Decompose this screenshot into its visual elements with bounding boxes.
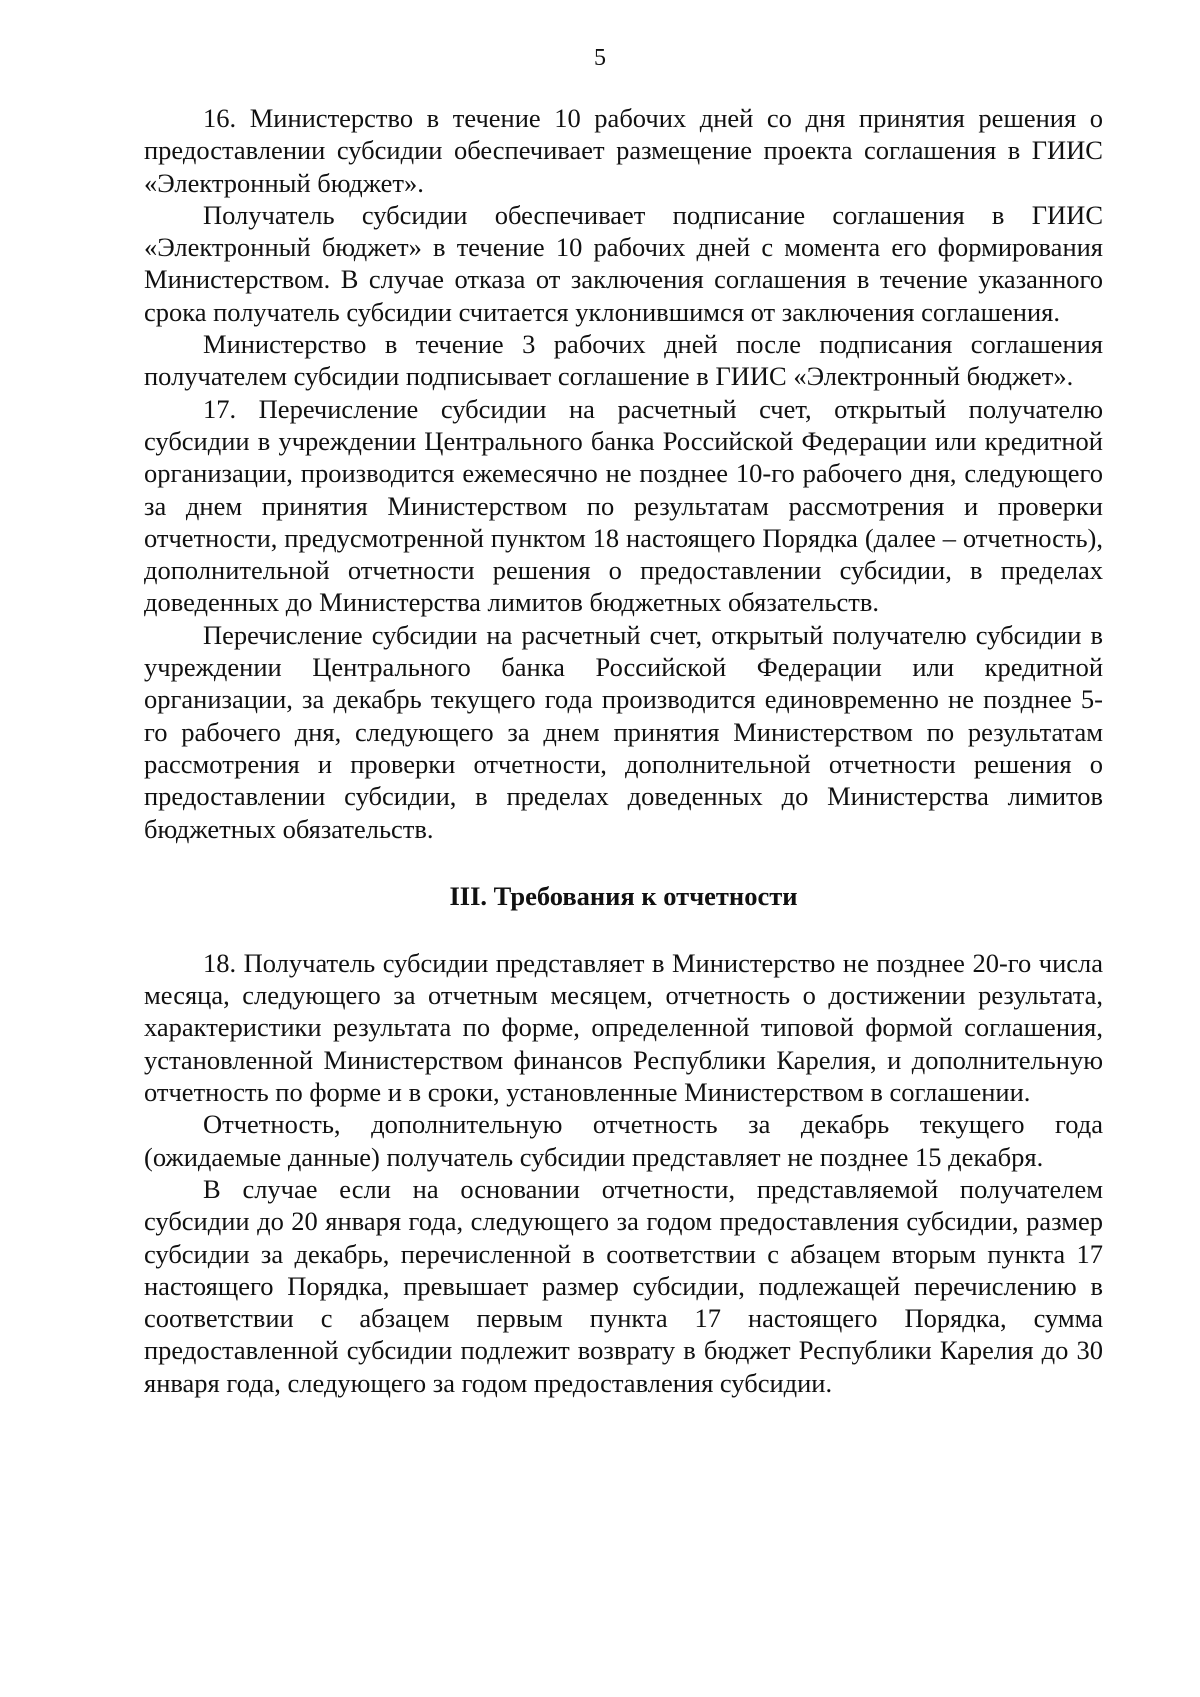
page-number: 5 (594, 45, 606, 71)
paragraph-17-december: Перечисление субсидии на расчетный счет, открытый получателю субсидии в учреждении Центрального банка Российской Федерации или кредитной организации, за декабрь текущего года производится единовременно не позднее 5-го рабочего дня, следующего за днем принятия Министерством по результатам рассмотрения и проверки отчетности, дополнительной отчетности решения о предоставлении субсидии, в пределах доведенных до Министерства лимитов бюджетных обязательств. (144, 619, 1103, 844)
document-body (144, 102, 1103, 1399)
paragraph-18-december-reporting: Отчетность, дополнительную отчетность за декабрь текущего года (ожидаемые данные) получатель субсидии представляет не позднее 15 декабря. (144, 1109, 1103, 1172)
paragraph-16-signing: Получатель субсидии обеспечивает подписание соглашения в ГИИС «Электронный бюджет» в течение 10 рабочих дней с момента его формирования Министерством. В случае отказа от заключения соглашения в течение указанного срока получатель субсидии считается уклонившимся от заключения соглашения. (144, 199, 1103, 327)
paragraph-16: 16. Министерство в течение 10 рабочих дней со дня принятия решения о предоставлении субсидии обеспечивает размещение проекта соглашения в ГИИС «Электронный бюджет». (144, 103, 1103, 198)
paragraph-18-refund: В случае если на основании отчетности, представляемой получателем субсидии до 20 января года, следующего за годом предоставления субсидии, размер субсидии за декабрь, перечисленной в соответствии с абзацем вторым пункта 17 настоящего Порядка, превышает размер субсидии, подлежащей перечислению в соответствии с абзацем первым пункта 17 настоящего Порядка, сумма предоставленной субсидии подлежит возврату в бюджет Республики Карелия до 30 января года, следующего за годом предоставления субсидии. (144, 1173, 1103, 1398)
paragraph-18: 18. Получатель субсидии представляет в Министерство не позднее 20-го числа месяца, следующего за отчетным месяцем, отчетность о достижении результата, характеристики результата по форме, определенной типовой формой соглашения, установленной Министерством финансов Республики Карелия, и дополнительную отчетность по форме и в сроки, установленные Министерством в соглашении. (144, 947, 1103, 1108)
paragraph-17: 17. Перечисление субсидии на расчетный счет, открытый получателю субсидии в учреждении Центрального банка Российской Федерации или кредитной организации, производится ежемесячно не позднее 10-го рабочего дня, следующего за днем принятия Министерством по результатам рассмотрения и проверки отчетности, предусмотренной пунктом 18 настоящего Порядка (далее – отчетность), дополнительной отчетности решения о предоставлении субсидии, в пределах доведенных до Министерства лимитов бюджетных обязательств. (144, 393, 1103, 618)
section-heading: III. Требования к отчетности (449, 880, 798, 911)
paragraph-16-ministry-signing: Министерство в течение 3 рабочих дней после подписания соглашения получателем субсидии подписывает соглашение в ГИИС «Электронный бюджет». (144, 329, 1103, 392)
